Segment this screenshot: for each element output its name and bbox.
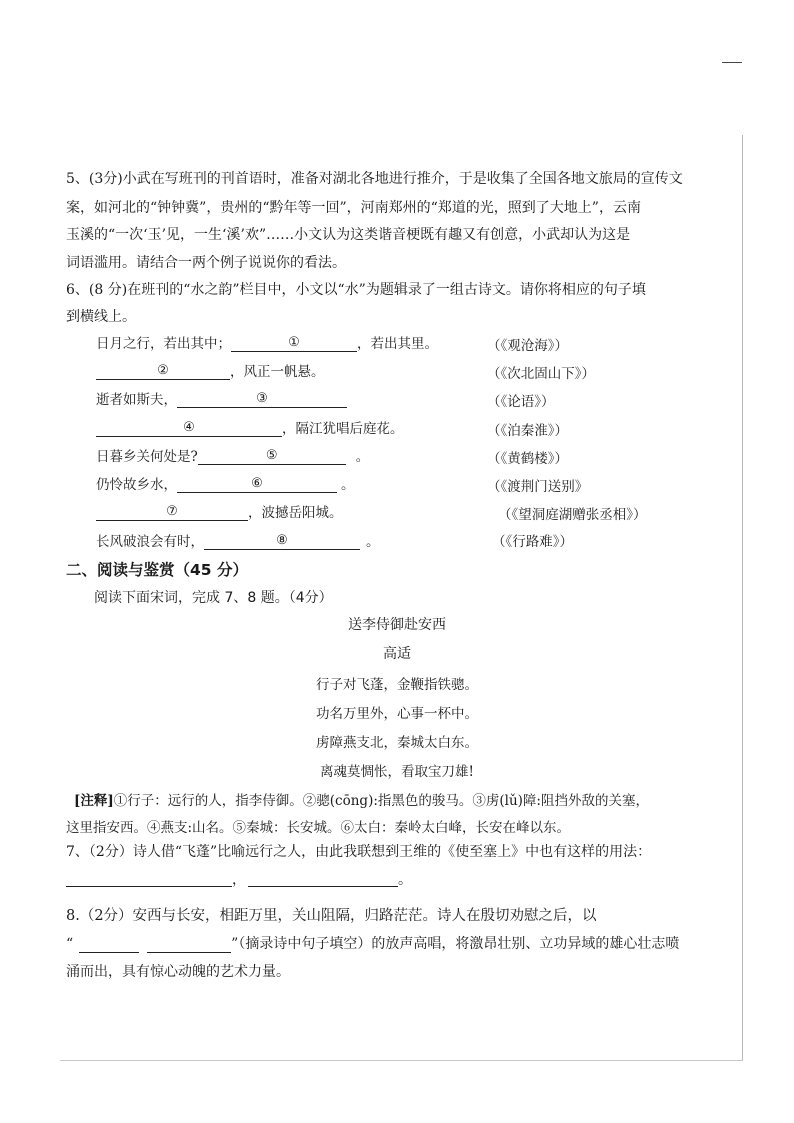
q6-line-1: 6、(8 分)在班刊的“水之韵”栏目中，小文以“水”为题辑录了一组古诗文。请你将相应的句子填 xyxy=(66,282,646,298)
row-1-pre: 日月之行，若出其中； xyxy=(96,336,231,352)
fill-row-5 xyxy=(96,445,369,465)
row-4-post: ，隔江犹唱后庭花。 xyxy=(282,421,404,437)
row-2-source: （《次北固山下》） xyxy=(487,366,595,382)
fill-row-7 xyxy=(96,501,343,521)
blank-1[interactable]: ① xyxy=(231,335,357,352)
row-1-source: （《观沧海》） xyxy=(487,338,568,354)
row-7-source: （《望洞庭湖赠张丞相》） xyxy=(498,507,647,523)
section-2-intro: 阅读下面宋词，完成 7、8 题。（4分） xyxy=(94,590,333,606)
note-label: [注释] xyxy=(74,793,114,809)
row-2-post: ，风正一帆悬。 xyxy=(230,364,325,380)
blank-5[interactable]: ⑤ xyxy=(198,448,346,465)
q7-comma: ， xyxy=(232,872,246,888)
q5-line-3: 玉溪的“一次‘玉’见，一生‘溪’欢”……小文认为这类谐音梗既有趣又有创意，小武却认为这是 xyxy=(66,227,631,243)
q6-line-2: 到横线上。 xyxy=(66,309,136,325)
poem-line-3: 虏障燕支北，秦城太白东。 xyxy=(316,735,478,751)
row-5-post: 。 xyxy=(355,449,370,465)
poem-author: 高适 xyxy=(383,646,411,662)
page-corner-mark xyxy=(722,62,742,63)
q7-answer-row xyxy=(66,872,412,887)
fill-row-2 xyxy=(96,360,325,380)
q5-line-1: 5、(3分)小武在写班刊的刊首语时，准备对湖北各地进行推介，于是收集了全国各地文旅局的宣传文 xyxy=(66,171,683,187)
row-3-pre: 逝者如斯夫， xyxy=(96,392,177,408)
q5-line-4: 词语滥用。请结合一两个例子说说你的看法。 xyxy=(66,255,346,271)
blank-4[interactable]: ④ xyxy=(96,420,282,437)
q8-blank-2[interactable] xyxy=(147,938,231,953)
note-text-1: ①行子：远行的人，指李侍御。②骢(cōng):指黑色的骏马。③虏(lǔ)障:阻挡外敌的关塞， xyxy=(113,793,649,809)
q8-open-quote: “ xyxy=(66,936,74,952)
page-border-bottom xyxy=(60,1060,743,1061)
q8-blank-1[interactable] xyxy=(79,938,139,953)
section-2-heading: 二、阅读与鉴赏（45 分） xyxy=(66,561,248,579)
row-6-pre: 仍怜故乡水， xyxy=(96,477,177,493)
fill-row-8 xyxy=(96,530,380,550)
poem-title: 送李侍御赴安西 xyxy=(348,617,446,633)
row-8-pre: 长风破浪会有时， xyxy=(96,534,204,550)
q7-blank-2[interactable] xyxy=(248,872,398,887)
row-7-post: ，波撼岳阳城。 xyxy=(248,505,343,521)
q5-line-2: 案，如河北的“钟钟冀”，贵州的“黔年等一回”，河南郑州的“郑道的光，照到了大地上”，云南 xyxy=(66,200,641,216)
q8-line-3: 涌而出，具有惊心动魄的艺术力量。 xyxy=(66,964,290,980)
blank-2[interactable]: ② xyxy=(96,363,230,380)
fill-row-3 xyxy=(96,388,347,408)
row-6-post: 。 xyxy=(341,477,355,493)
row-5-source: （《黄鹤楼》） xyxy=(487,451,568,467)
poem-line-1: 行子对飞蓬，金鞭指铁骢。 xyxy=(316,677,478,693)
q7-blank-1[interactable] xyxy=(66,872,232,887)
q8-line-2 xyxy=(66,933,679,953)
poem-line-2: 功名万里外，心事一杯中。 xyxy=(316,706,478,722)
row-1-post: ，若出其里。 xyxy=(357,336,438,352)
fill-row-1 xyxy=(96,332,438,352)
blank-3[interactable]: ③ xyxy=(177,391,347,408)
row-6-source: （《渡荆门送别》 xyxy=(487,479,589,495)
row-5-pre: 日暮乡关何处是? xyxy=(96,449,198,465)
row-8-source: （《行路难》） xyxy=(492,534,573,550)
row-8-post: 。 xyxy=(366,534,380,550)
q7-period: 。 xyxy=(398,872,412,888)
blank-6[interactable]: ⑥ xyxy=(177,476,337,493)
q7-text: 7、（2分）诗人借“飞蓬”比喻远行之人，由此我联想到王维的《使至塞上》中也有这样的用法： xyxy=(66,844,652,860)
row-4-source: （《泊秦淮》） xyxy=(487,423,568,439)
row-3-source: （《论语》） xyxy=(487,394,555,410)
note-line-1 xyxy=(74,789,649,809)
note-line-2: 这里指安西。④燕支:山名。⑤秦城：长安城。⑥太白：秦岭太白峰，长安在峰以东。 xyxy=(66,820,571,836)
page-border-right xyxy=(742,135,743,1060)
blank-7[interactable]: ⑦ xyxy=(96,504,248,521)
q8-line-2-rest: ”（摘录诗中句子填空）的放声高唱，将激昂壮别、立功异域的雄心壮志喷 xyxy=(231,936,680,952)
blank-8[interactable]: ⑧ xyxy=(204,533,360,550)
q8-line-1: 8.（2分）安西与长安，相距万里，关山阻隔，归路茫茫。诗人在殷切劝慰之后，以 xyxy=(66,908,597,924)
poem-line-4: 离魂莫惆怅，看取宝刀雄! xyxy=(320,764,474,780)
fill-row-4 xyxy=(96,417,404,437)
fill-row-6 xyxy=(96,473,355,493)
